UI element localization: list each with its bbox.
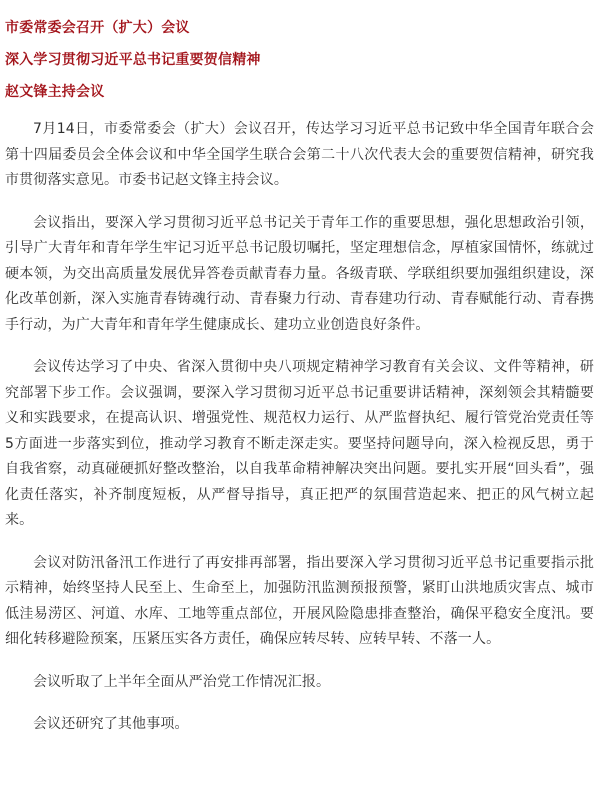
headline-block bbox=[5, 18, 594, 102]
paragraph-other-matters: 会议还研究了其他事项。 bbox=[33, 716, 189, 732]
article-body bbox=[5, 117, 594, 738]
paragraph-youth-work: 会议指出，要深入学习贯彻习近平总书记关于青年工作的重要思想，强化思想政治引领，引导广大青年和青年学生牢记习近平总书记殷切嘱托，坚定理想信念，厚植家国情怀，练就过硬本领，为交出高质量发展优异答卷贡献青春力量。各级青联、学联组织要加强组织建设，深化改革创新，深入实施青春铸魂行动、青春聚力行动、青春建功行动、青春赋能行动、青春携手行动，为广大青年和青年学生健康成长、建功立业创造良好条件。 bbox=[5, 214, 594, 333]
headline-subtitle: 深入学习贯彻习近平总书记重要贺信精神 bbox=[5, 52, 261, 68]
paragraph-eight-rules: 会议传达学习了中央、省深入贯彻中央八项规定精神学习教育有关会议、文件等精神，研究部署下步工作。会议强调，要深入学习贯彻习近平总书记重要讲话精神，深刻领会其精髓要义和实践要求，在提高认识、增强党性、规范权力运行、从严监督执纪、履行管党治党责任等5方面进一步落实到位，推动学习教育不断走深走实。要坚持问题导向，深入检视反思，勇于自我省察，动真碰硬抓好整改整治，以自我革命精神解决突出问题。要扎实开展“回头看”，强化责任落实，补齐制度短板，从严督导指导，真正把严的氛围营造起来、把正的风气树立起来。 bbox=[5, 359, 594, 528]
paragraph-meeting-intro: 7月14日，市委常委会（扩大）会议召开，传达学习习近平总书记致中华全国青年联合会第十四届委员会全体会议和中华全国学生联合会第二十八次代表大会的重要贺信精神，研究我市贯彻落实意见。市委书记赵文锋主持会议。 bbox=[5, 121, 594, 188]
paragraph-party-report: 会议听取了上半年全面从严治党工作情况汇报。 bbox=[33, 673, 331, 690]
paragraph-flood-control: 会议对防汛备汛工作进行了再安排再部署，指出要深入学习贯彻习近平总书记重要指示批示精神，始终坚持人民至上、生命至上，加强防汛监测预报预警，紧盯山洪地质灾害点、城市低洼易涝区、河道、水库、工地等重点部位，开展风险隐患排查整治，确保平稳安全度汛。要细化转移避险预案，压紧压实各方责任，确保应转尽转、应转早转、不落一人。 bbox=[5, 554, 594, 647]
headline-presider: 赵文锋主持会议 bbox=[5, 84, 105, 100]
headline-main: 市委常委会召开（扩大）会议 bbox=[5, 20, 190, 36]
